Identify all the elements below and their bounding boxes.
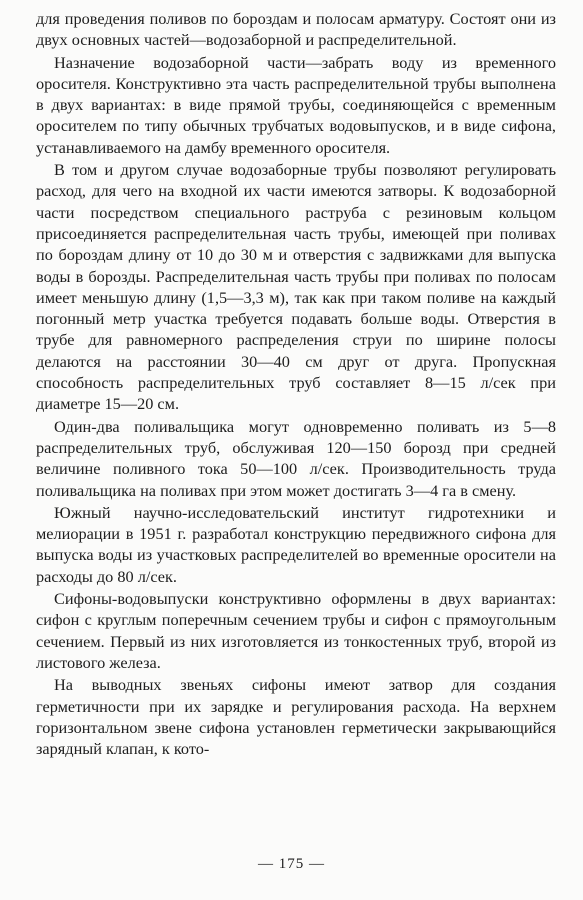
- paragraph-5: Южный научно-исследовательский институт гидротехники и мелиорации в 1951 г. разработал конструкцию передвижного сифона для выпуска воды из участковых распределителей во временные оросители на расходы до 80 л/сек.: [36, 502, 556, 586]
- body-text: [36, 8, 556, 759]
- page-number: — 175 —: [258, 856, 325, 872]
- paragraph-6: Сифоны-водовыпуски конструктивно оформлены в двух вариантах: сифон с круглым поперечным сечением трубы и сифон с прямоугольным сечением. Первый из них изготовляется из тонкостенных труб, второй из листового железа.: [36, 589, 556, 672]
- paragraph-2: Назначение водозаборной части—забрать воду из временного оросителя. Конструктивно эта часть распределительной трубы выполнена в двух вариантах: в виде прямой трубы, соединяющейся с временным оросителем по типу обычных трубчатых водовыпусков, и в виде сифона, устанавливаемого на дамбу временного оросителя.: [36, 52, 556, 157]
- paragraph-7: На выводных звеньях сифоны имеют затвор для создания герметичности при их зарядке и регулирования расхода. На верхнем горизонтальном звене сифона установлен герметически закрывающийся зарядный клапан, к кото-: [36, 675, 556, 759]
- paragraph-3: В том и другом случае водозаборные трубы позволяют регулировать расход, для чего на входной их части имеются затворы. К водозаборной части посредством специального раструба с резиновым кольцом присоединяется распределительная часть трубы, имеющей при поливах по бороздам длину от 10 до 30 м и отверстия с задвижками для выпуска воды в борозды. Распределительная часть трубы при поливах по полосам имеет меньшую длину (1,5—3,3 м), так как при таком поливе на каждый погонный метр участка требуется подавать больше воды. Отверстия в трубе для равномерного распределения струи по ширине полосы делаются на расстоянии 30—40 см друг от друга. Пропускная способность распределительных труб составляет 8—15 л/сек при диаметре 15—20 см.: [36, 160, 556, 414]
- paragraph-1: для проведения поливов по бороздам и полосам арматуру. Состоят они из двух основных частей—водозаборной и распределительной.: [36, 9, 556, 50]
- paragraph-4: Один-два поливальщика могут одновременно поливать из 5—8 распределительных труб, обслуживая 120—150 борозд при средней величине поливного тока 50—100 л/сек. Производительность труда поливальщика на поливах при этом может достигать 3—4 га в смену.: [36, 416, 556, 500]
